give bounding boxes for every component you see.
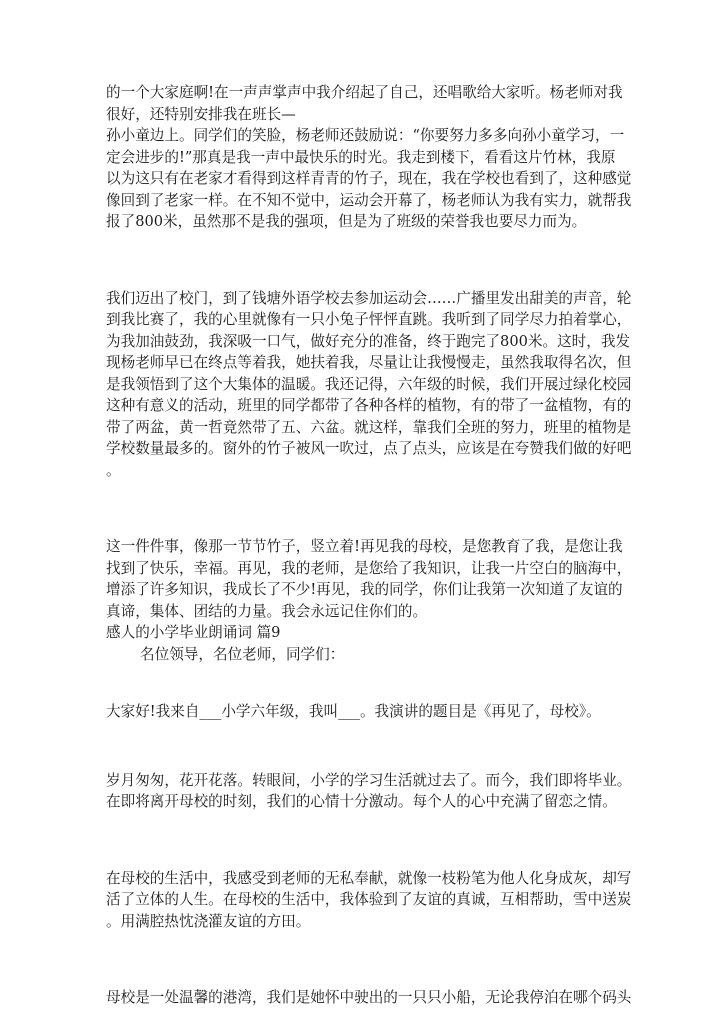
paragraph-gap <box>106 510 626 536</box>
text-line: 。 <box>106 461 121 479</box>
paragraph-3 <box>106 536 632 622</box>
paragraph-gap <box>106 233 626 262</box>
text-line: 孙小童边上。同学们的笑脸，杨老师还鼓励说：“你要努力多多向孙小童学习，一 <box>106 127 625 144</box>
text-line: 大家好!我来自___小学六年级，我叫___。我演讲的题目是《再见了，母校》。 <box>106 703 601 720</box>
paragraph-gap <box>106 842 626 868</box>
text-line: 的一个大家庭啊!在一声声掌声中我介绍起了自己，还唱歌给大家听。杨老师对我 <box>106 84 623 101</box>
paragraph-gap <box>106 961 626 987</box>
text-line: 是我领悟到了这个大集体的温暖。我还记得，六年级的时候，我们开展过绿化校园 <box>106 375 632 393</box>
text-line: 现杨老师早已在终点等着我，她扶着我，尽量让让我慢慢走，虽然我取得名次，但 <box>106 354 632 371</box>
text-line: 。用满腔热忱浇灌友谊的方田。 <box>106 912 311 930</box>
text-line: 这种有意义的活动，班里的同学都带了各种各样的植物，有的带了一盆植物，有的 <box>106 397 632 414</box>
text-line: 我们迈出了校门，到了钱塘外语学校去参加运动会……广播里发出甜美的声音，轮 <box>106 289 632 307</box>
text-line: 以为这只有在老家才看得到这样青青的竹子，现在，我在学校也看到了，这种感觉 <box>106 170 632 187</box>
text-line: 在母校的生活中，我感受到老师的无私奉献，就像一枝粉笔为他人化身成灰，却写 <box>106 869 632 887</box>
paragraph-gap <box>106 665 626 683</box>
paragraph-5 <box>106 770 632 813</box>
paragraph-2 <box>106 288 632 482</box>
text-line: 这一件件事，像那一节节竹子，竖立着!再见我的母校，是您教育了我，是您让我 <box>106 538 623 555</box>
greeting-line: 名位领导，名位老师，同学们： <box>140 645 345 663</box>
text-line: 在即将离开母校的时刻，我们的心情十分激动。每个人的心中充满了留恋之情。 <box>106 793 617 810</box>
section-title: 感人的小学毕业朗诵词 篇9 <box>106 624 281 641</box>
paragraph-gap <box>106 813 626 842</box>
text-line: 母校是一处温馨的港湾，我们是她怀中驶出的一只只小船，无论我停泊在哪个码头 <box>106 989 632 1006</box>
paragraph-1 <box>106 82 632 233</box>
text-line: 真谛，集体、团结的力量。我会永远记住你们的。 <box>106 602 428 620</box>
paragraph-7 <box>106 987 632 1009</box>
text-line: 为我加油鼓劲，我深吸一口气，做好充分的准备，终于跑完了800米。这时，我发 <box>106 332 631 350</box>
document-page <box>106 82 632 1009</box>
text-line: 报了800米，虽然那不是我的强项，但是为了班级的荣誉我也要尽力而为。 <box>106 213 587 230</box>
paragraph-gap <box>106 932 626 961</box>
text-line: 定会进步的!”那真是我一声中最快乐的时光。我走到楼下，看看这片竹林，我原 <box>106 148 616 166</box>
text-line: 岁月匆匆，花开花落。转眼间，小学的学习生活就过去了。而今，我们即将毕业。 <box>106 771 632 789</box>
text-line: 增添了许多知识，我成长了不少!再见，我的同学，你们让我第一次知道了友谊的 <box>106 581 623 598</box>
text-line: 学校数量最多的。窗外的竹子被风一吹过，点了点头，应该是在夸赞我们做的好吧 <box>106 440 632 457</box>
text-line: 活了立体的人生。在母校的生活中，我体验到了友谊的真诚，互相帮助，雪中送炭 <box>106 891 632 908</box>
paragraph-gap <box>106 752 626 770</box>
paragraph-4 <box>106 701 626 723</box>
text-line: 找到了快乐，幸福。再见，我的老师，是您给了我知识，让我一片空白的脑海中， <box>106 559 632 577</box>
text-line: 像回到了老家一样。在不知不觉中，运动会开幕了，杨老师认为我有实力，就帮我 <box>106 191 632 209</box>
text-line: 很好，还特别安排我在班长— <box>106 105 296 123</box>
paragraph-gap <box>106 262 626 288</box>
paragraph-gap <box>106 481 626 510</box>
text-line: 带了两盆，黄一哲竟然带了五、六盆。就这样，靠我们全班的努力，班里的植物是 <box>106 418 632 436</box>
paragraph-gap <box>106 723 626 752</box>
text-line: 到我比赛了，我的心里就像有一只小兔子怦怦直跳。我听到了同学尽力拍着掌心， <box>106 311 632 328</box>
paragraph-6 <box>106 868 632 933</box>
paragraph-gap <box>106 683 626 701</box>
